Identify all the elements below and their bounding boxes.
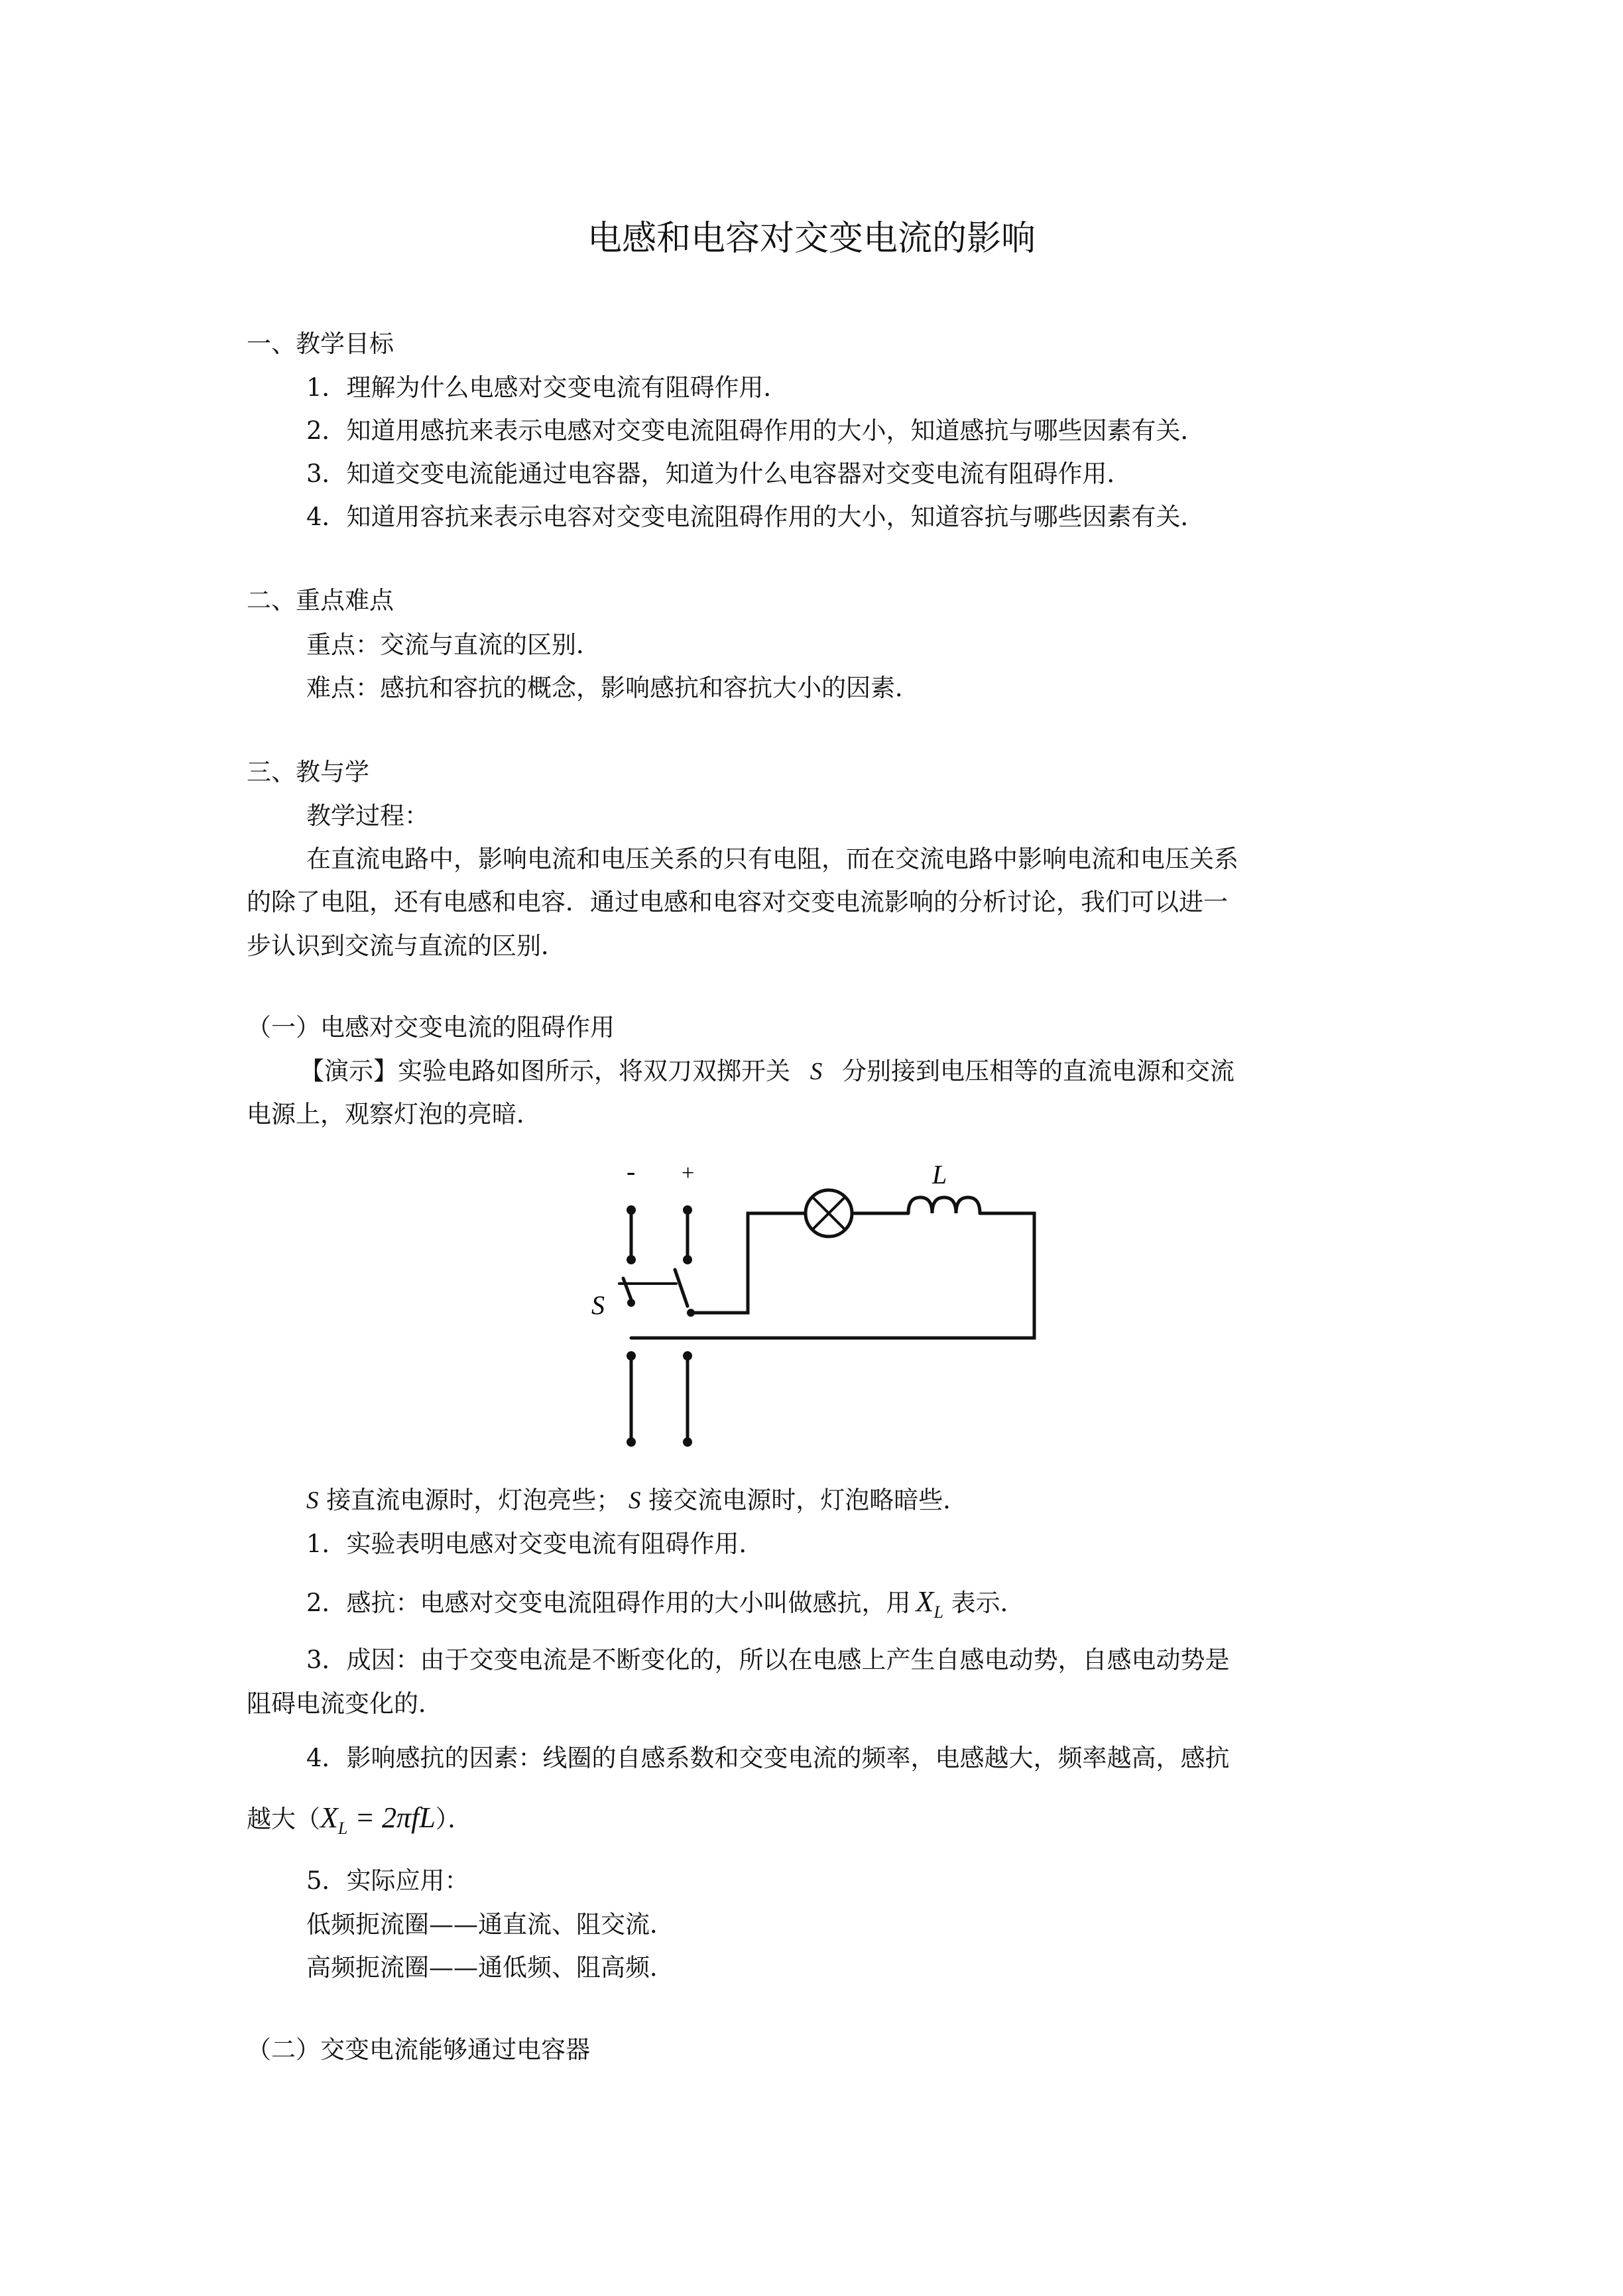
point-1: 1．实验表明电感对交变电流有阻碍作用． (306, 1530, 764, 1558)
section-heading-objectives: 一、教学目标 (247, 330, 394, 358)
point-5: 5．实际应用： (306, 1866, 469, 1895)
formula-symbol: X (320, 1801, 338, 1834)
point4-text-before: 越大（ (247, 1805, 320, 1833)
part1-heading: （一）电感对交变电流的阻碍作用 (247, 1013, 615, 1042)
key-point-text: 重点：交流与直流的区别． (306, 631, 601, 659)
objective-item-3: 3．知道交变电流能通过电容器，知道为什么电容器对交变电流有阻碍作用． (306, 459, 1132, 488)
minus-terminal-label: - (627, 1156, 636, 1186)
point4-text-after: ）． (435, 1805, 473, 1833)
demo-line-1 (300, 1059, 1234, 1084)
observation-text-2: 接交流电源时，灯泡略暗些． (648, 1486, 968, 1514)
inductive-reactance-symbol: X (916, 1585, 934, 1618)
application-1: 低频扼流圈——通直流、阻交流． (306, 1910, 674, 1939)
objective-item-4: 4．知道用容抗来表示电容对交变电流阻碍作用的大小，知道容抗与哪些因素有关． (306, 503, 1205, 531)
inductor-label: L (932, 1160, 947, 1189)
point-2 (306, 1585, 1025, 1622)
observation-line (306, 1488, 967, 1513)
circuit-diagram (577, 1154, 1054, 1465)
section-heading-teaching: 三、教与学 (247, 758, 369, 786)
plus-terminal-label: + (682, 1161, 695, 1185)
intro-line-2: 的除了电阻，还有电感和电容．通过电感和电容对交变电流影响的分析讨论，我们可以进一 (247, 888, 1228, 916)
observation-var-1: S (306, 1487, 319, 1514)
intro-line-1: 在直流电路中，影响电流和电压关系的只有电阻，而在交流电路中影响电流和电压关系 (306, 845, 1238, 873)
point-4-line-2 (247, 1801, 473, 1838)
observation-var-2: S (629, 1487, 641, 1514)
intro-line-3: 步认识到交流与直流的区别． (247, 932, 566, 960)
page-title: 电感和电容对交变电流的影响 (587, 219, 1036, 259)
formula-subscript: L (337, 1819, 348, 1838)
formula-expression: = 2πfL (347, 1801, 436, 1834)
switch-variable: S (810, 1058, 823, 1085)
switch-label: S (591, 1290, 605, 1320)
objective-item-2: 2．知道用感抗来表示电感对交变电流阻碍作用的大小，知道感抗与哪些因素有关． (306, 416, 1205, 445)
difficult-point-text: 难点：感抗和容抗的概念，影响感抗和容抗大小的因素． (306, 674, 920, 702)
section-heading-key-points: 二、重点难点 (247, 586, 394, 615)
point-4-line-1: 4．影响感抗的因素：线圈的自感系数和交变电流的频率，电感越大，频率越高，感抗 (306, 1744, 1230, 1772)
demo-text-before: 【演示】实验电路如图所示，将双刀双掷开关 (300, 1057, 790, 1085)
observation-text-1: 接直流电源时，灯泡亮些； (326, 1486, 621, 1514)
demo-text-after: 分别接到电压相等的直流电源和交流 (842, 1057, 1235, 1085)
point-3-line-1: 3．成因：由于交变电流是不断变化的，所以在电感上产生自感电动势，自感电动势是 (306, 1646, 1230, 1674)
application-2: 高频扼流圈——通低频、阻高频． (306, 1953, 674, 1982)
process-label: 教学过程： (306, 802, 429, 830)
point2-text-after: 表示． (951, 1589, 1025, 1617)
demo-line-2: 电源上，观察灯泡的亮暗． (247, 1100, 541, 1128)
objective-item-1: 1．理解为什么电感对交变电流有阻碍作用． (306, 373, 788, 402)
part2-heading: （二）交变电流能够通过电容器 (247, 2035, 590, 2064)
point2-text-before: 2．感抗：电感对交变电流阻碍作用的大小叫做感抗，用 (306, 1589, 911, 1617)
inductive-reactance-subscript: L (933, 1602, 943, 1622)
point-3-line-2: 阻碍电流变化的． (247, 1689, 443, 1718)
